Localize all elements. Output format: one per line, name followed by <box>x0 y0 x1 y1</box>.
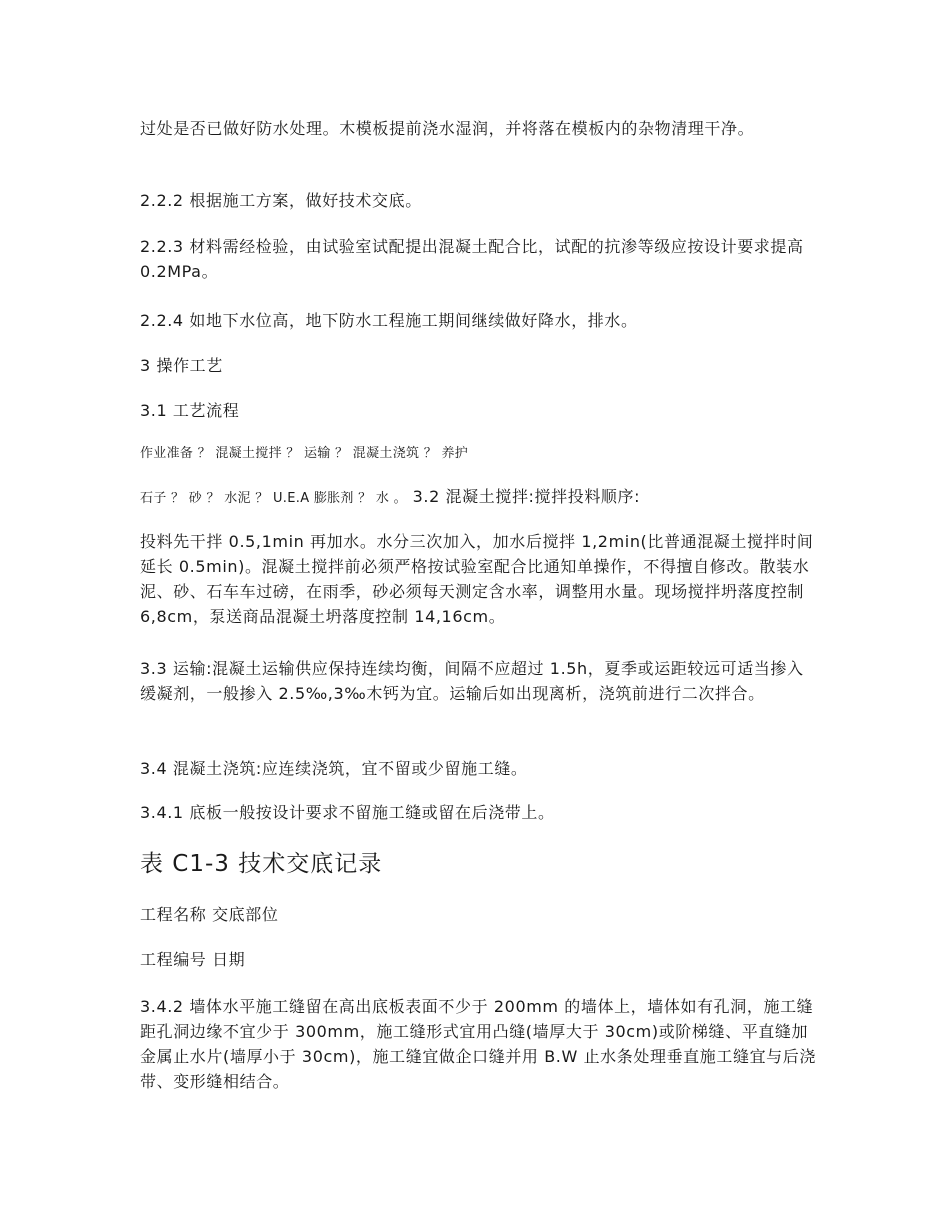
section-3-2-title: 3.2 混凝土搅拌:搅拌投料顺序: <box>412 487 641 506</box>
section-3-1-title: 3.1 工艺流程 <box>140 401 240 420</box>
paragraph-3-3-transport: 3.3 运输:混凝土运输供应保持连续均衡，间隔不应超过 1.5h，夏季或运距较远可适当掺入缓凝剂，一般掺入 2.5‰,3‰木钙为宜。运输后如出现离析，浇筑前进行二次拌合。 <box>140 659 804 703</box>
paragraph-2-2-3: 2.2.3 材料需经检验，由试验室试配提出混凝土配合比，试配的抗渗等级应按设计要求提高 0.2MPa。 <box>140 237 804 281</box>
material-order-sequence: 石子 ？ 砂 ？ 水泥 ？ U.E.A 膨胀剂 ？ 水 。 <box>140 491 407 506</box>
paragraph-3-4-2: 3.4.2 墙体水平施工缝留在高出底板表面不少于 200mm 的墙体上，墙体如有孔洞，施工缝距孔洞边缘不宜少于 300mm，施工缝形式宜用凸缝(墙厚大于 30cm)或阶梯缝、平直缝加金属止水片(墙厚小于 30cm)，施工缝宜做企口缝并用 B.W 止水条处理垂直施工缝宜与后浇带、变形缝相结合。 <box>140 997 816 1091</box>
paragraph-3-4-1: 3.4.1 底板一般按设计要求不留施工缝或留在后浇带上。 <box>140 803 555 822</box>
paragraph-2-2-4: 2.2.4 如地下水位高，地下防水工程施工期间继续做好降水，排水。 <box>140 311 638 330</box>
project-number-line: 工程编号 日期 <box>140 950 246 969</box>
project-name-line: 工程名称 交底部位 <box>140 905 279 924</box>
paragraph-2-2-2: 2.2.2 根据施工方案，做好技术交底。 <box>140 191 422 210</box>
paragraph-mixing-details: 投料先干拌 0.5,1min 再加水。水分三次加入，加水后搅拌 1,2min(比普通混凝土搅拌时间延长 0.5min)。混凝土搅拌前必须严格按试验室配合比通知单操作，不得擅自修改。散装水泥、砂、石车车过磅，在雨季，砂必须每天测定含水率，调整用水量。现场搅拌坍落度控制 6,8cm，泵送商品混凝土坍落度控制 14,16cm。 <box>140 532 814 626</box>
material-order-line <box>140 484 820 510</box>
section-3-title: 3 操作工艺 <box>140 356 223 375</box>
table-heading: 表 C1-3 技术交底记录 <box>140 851 383 877</box>
paragraph-3-4-pouring: 3.4 混凝土浇筑:应连续浇筑，宜不留或少留施工缝。 <box>140 759 528 778</box>
paragraph-waterproofing-check: 过处是否已做好防水处理。木模板提前浇水湿润，并将落在模板内的杂物清理干净。 <box>140 119 755 138</box>
process-flow-line: 作业准备 ？ 混凝土搅拌 ？ 运输 ？ 混凝土浇筑 ？ 养护 <box>140 446 469 461</box>
